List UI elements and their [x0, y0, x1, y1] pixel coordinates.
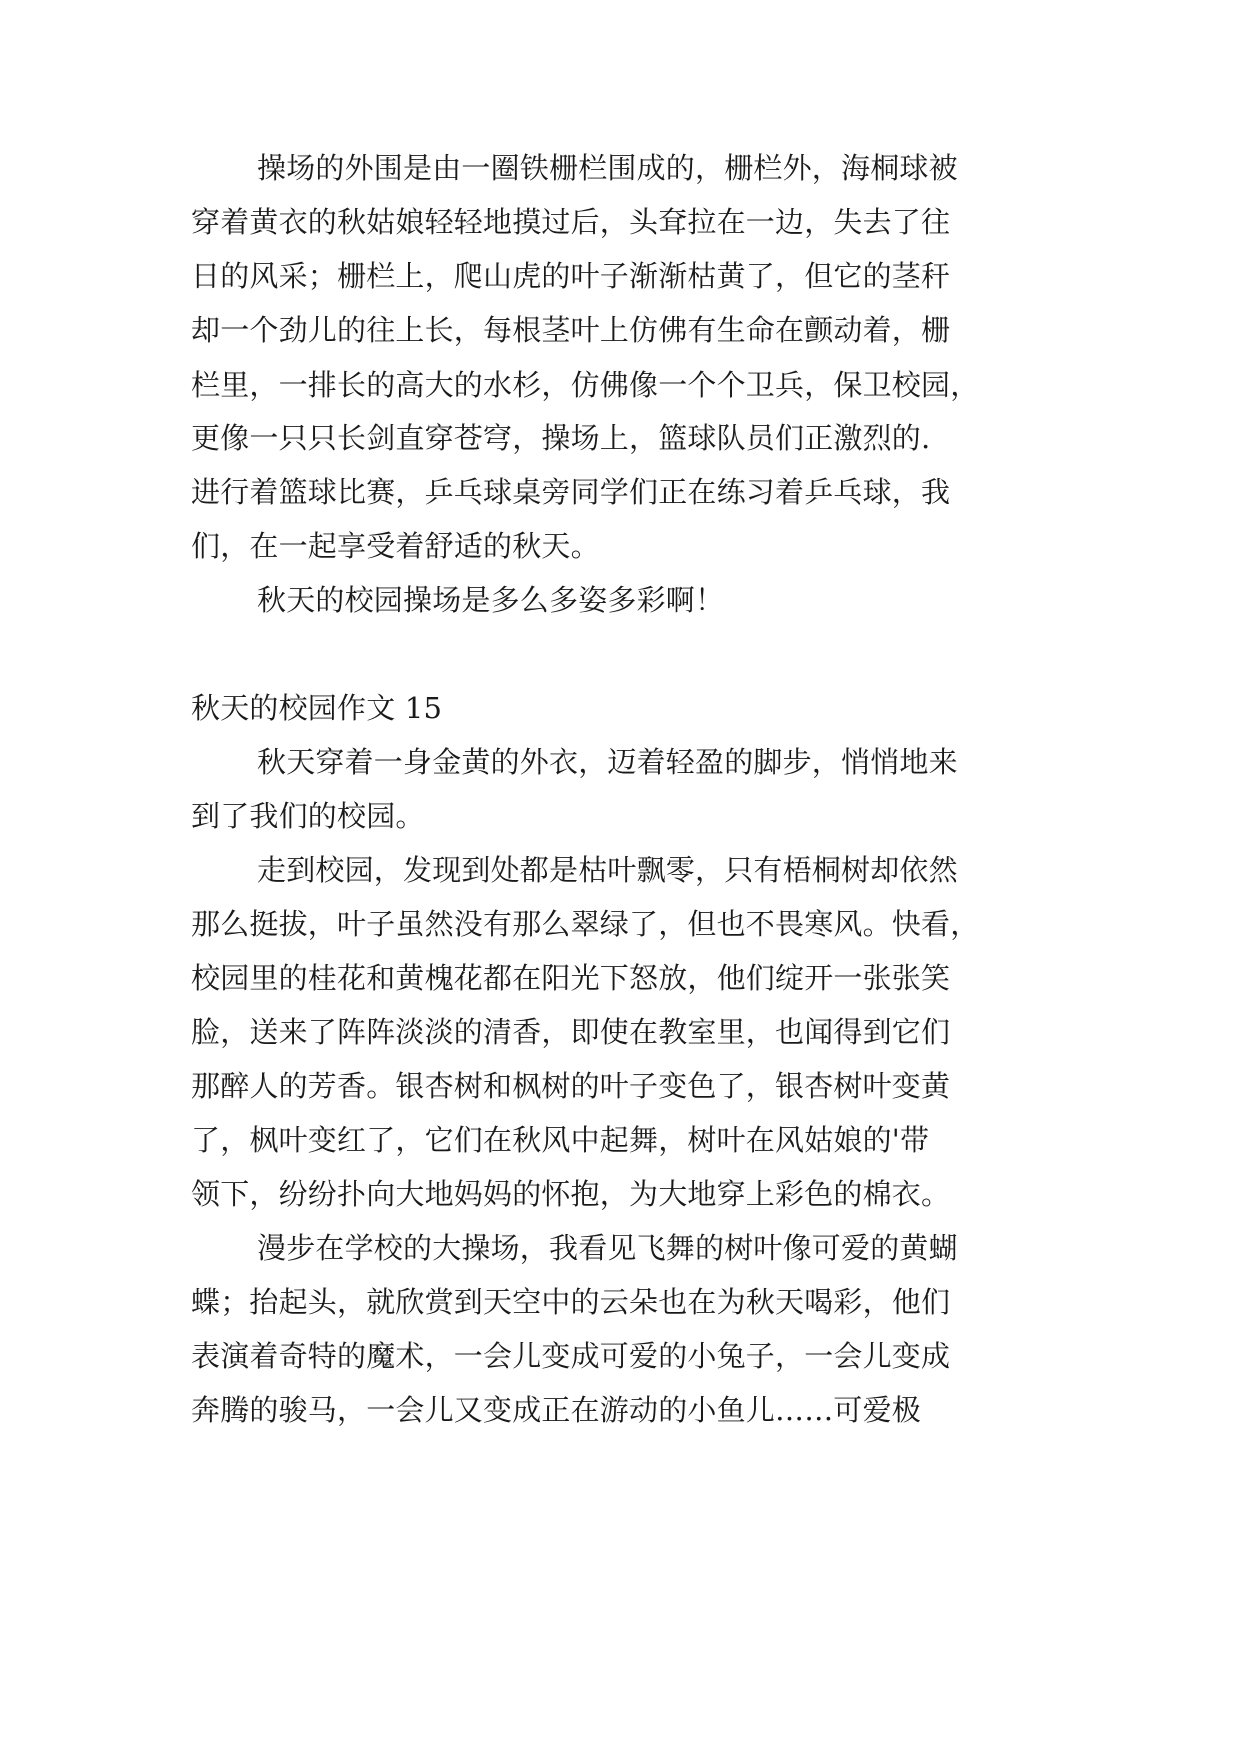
paragraph-line: 们，在一起享受着舒适的秋天。	[191, 529, 600, 563]
paragraph-line: 日的风采；栅栏上，爬山虎的叶子渐渐枯黄了，但它的茎秆	[191, 259, 951, 293]
paragraph-line: 穿着黄衣的秋姑娘轻轻地摸过后，头耷拉在一边，失去了往	[191, 205, 951, 239]
paragraph-line: 到了我们的校园。	[191, 799, 425, 833]
paragraph-line: 栏里，一排长的高大的水杉，仿佛像一个个卫兵，保卫校园，	[191, 368, 980, 402]
paragraph-line: 走到校园，发现到处都是枯叶飘零，只有梧桐树却依然	[257, 853, 958, 887]
paragraph-line: 却一个劲儿的往上长，每根茎叶上仿佛有生命在颤动着，栅	[191, 313, 951, 347]
section-title: 秋天的校园作文 15	[191, 691, 443, 725]
paragraph-line: 表演着奇特的魔术，一会儿变成可爱的小兔子，一会儿变成	[191, 1339, 951, 1373]
paragraph-line: 蝶；抬起头，就欣赏到天空中的云朵也在为秋天喝彩，他们	[191, 1285, 951, 1319]
paragraph-line: 了，枫叶变红了，它们在秋风中起舞，树叶在风姑娘的'带	[191, 1123, 930, 1157]
paragraph-line: 领下，纷纷扑向大地妈妈的怀抱，为大地穿上彩色的棉衣。	[191, 1177, 951, 1211]
paragraph-line: 校园里的桂花和黄槐花都在阳光下怒放，他们绽开一张张笑	[191, 961, 951, 995]
paragraph-line: 那么挺拔，叶子虽然没有那么翠绿了，但也不畏寒风。快看，	[191, 907, 980, 941]
paragraph-line: 更像一只只长剑直穿苍穹，操场上，篮球队员们正激烈的.	[191, 421, 931, 455]
paragraph-line: 进行着篮球比赛，乒乓球桌旁同学们正在练习着乒乓球，我	[191, 475, 951, 509]
paragraph-line: 那醉人的芳香。银杏树和枫树的叶子变色了，银杏树叶变黄	[191, 1069, 951, 1103]
paragraph-line: 秋天的校园操场是多么多姿多彩啊！	[257, 583, 725, 617]
paragraph-line: 漫步在学校的大操场，我看见飞舞的树叶像可爱的黄蝴	[257, 1231, 958, 1265]
paragraph-line: 奔腾的骏马，一会儿又变成正在游动的小鱼儿……可爱极	[191, 1393, 922, 1427]
paragraph-line: 秋天穿着一身金黄的外衣，迈着轻盈的脚步，悄悄地来	[257, 745, 958, 779]
paragraph-line: 操场的外围是由一圈铁栅栏围成的，栅栏外，海桐球被	[257, 151, 958, 185]
paragraph-line: 脸，送来了阵阵淡淡的清香，即使在教室里，也闻得到它们	[191, 1015, 951, 1049]
